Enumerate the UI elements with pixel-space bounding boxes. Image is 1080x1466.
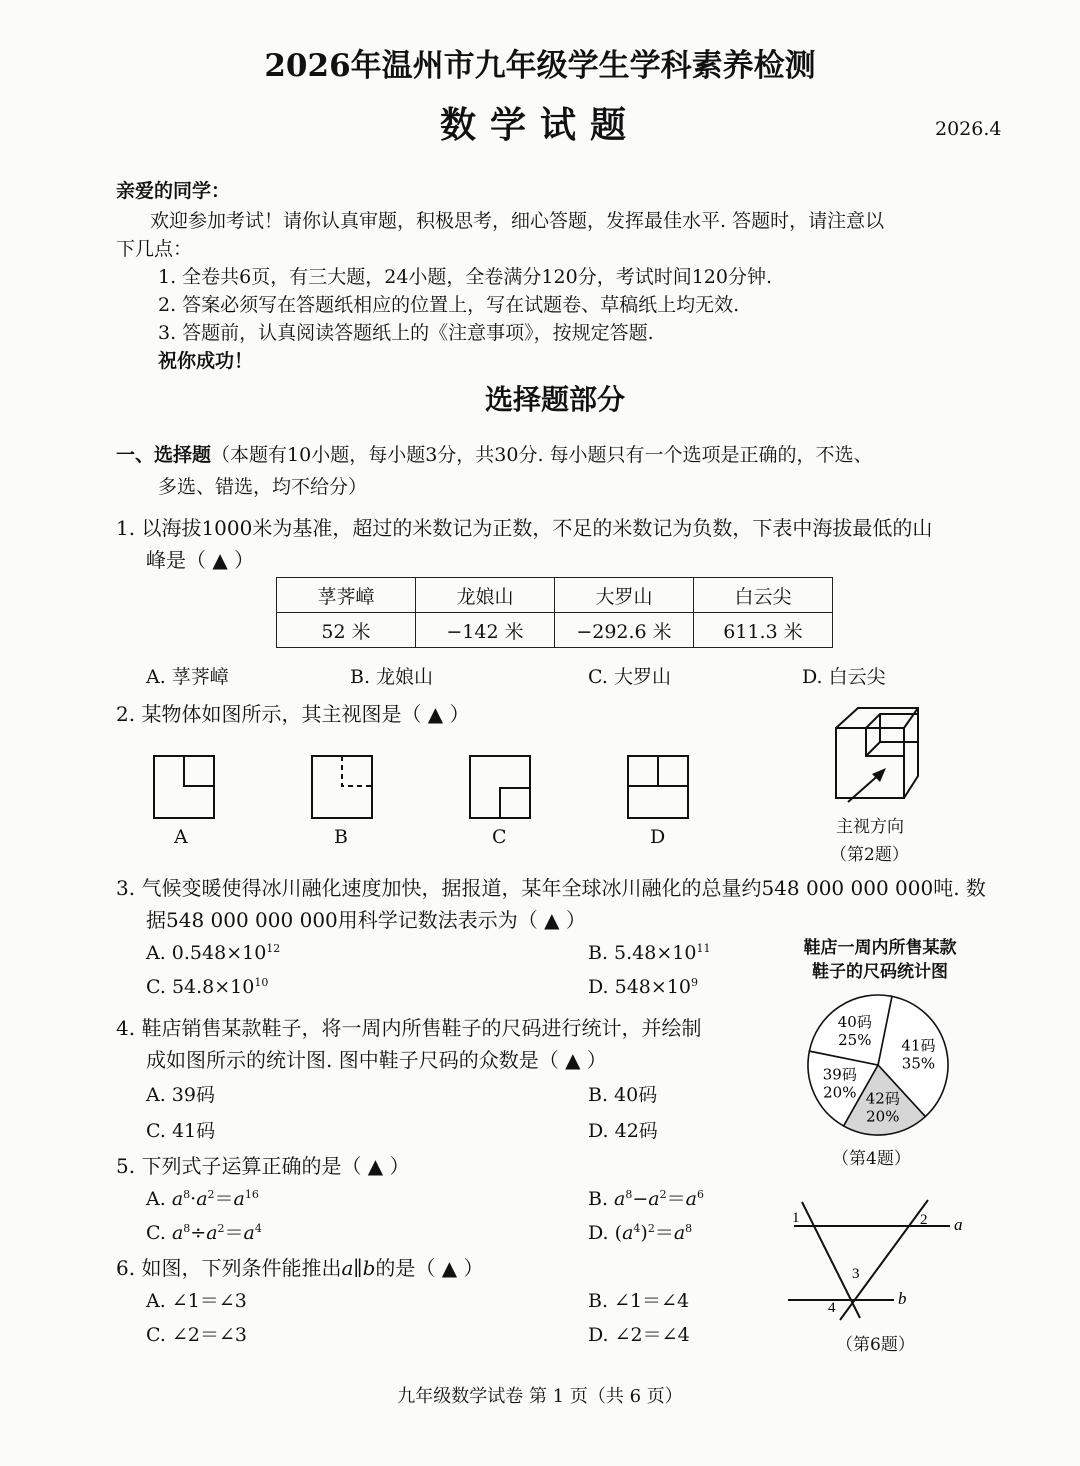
table-cell: 大罗山: [555, 578, 694, 613]
pie-slice-percent: 25%: [838, 1030, 872, 1049]
q3-option-a-base: A. 0.548×10: [146, 942, 267, 964]
q4-option-d: D. 42码: [588, 1120, 658, 1142]
q3-option-b-base: B. 5.48×10: [588, 942, 697, 964]
q5-option-b: B. $a^8-a^2=a^6$: [588, 1188, 704, 1210]
part-1-heading: [116, 440, 873, 467]
page-footer: 九年级数学试卷 第 1 页（共 6 页）: [397, 1386, 683, 1407]
q6-option-a: A. ∠1＝∠3: [146, 1290, 247, 1312]
intro-line-2: 下几点：: [116, 238, 193, 260]
pie-title-line-2: 鞋子的尺码统计图: [812, 962, 948, 982]
rule-3: 3. 答题前，认真阅读答题纸上的《注意事项》，按规定答题.: [158, 322, 654, 344]
q2-view-a: [154, 756, 214, 818]
q2-label-c: C: [492, 826, 507, 848]
intro-line-1: 欢迎参加考试！请你认真审题，积极思考，细心答题，发挥最佳水平. 答题时，请注意以: [150, 210, 885, 232]
section-title: 选择题部分: [484, 383, 625, 416]
part-1-label: 一、选择题: [116, 444, 212, 466]
q3-option-a-exp: 12: [266, 942, 281, 955]
q6-option-b: B. ∠1＝∠4: [588, 1290, 690, 1312]
q1-option-b: B. 龙娘山: [350, 666, 434, 688]
q3-option-d-base: D. 548×10: [588, 976, 691, 998]
q3-stem-2: 据548 000 000 000用科学记数法表示为（ ▲ ）: [146, 908, 586, 932]
q2-label-a: A: [174, 826, 188, 848]
part-1-desc-2: 多选、错选，均不给分）: [158, 476, 368, 498]
q6-stem-post: 的是（ ▲ ）: [375, 1256, 484, 1280]
q3-option-a: [146, 942, 280, 964]
q6-figure-caption: （第6题）: [836, 1335, 915, 1355]
q5-stem: 5. 下列式子运算正确的是（ ▲ ）: [116, 1154, 410, 1178]
q2-label-d: D: [650, 826, 666, 848]
table-cell: 龙娘山: [416, 578, 555, 613]
q1-stem-1: 1. 以海拔1000米为基准，超过的米数记为正数，不足的米数记为负数，下表中海拔最低的山: [116, 516, 933, 540]
q1-option-c: C. 大罗山: [588, 666, 671, 688]
q5-option-d: D. $(a^4)^2=a^8$: [588, 1222, 693, 1244]
table-cell: −292.6 米: [555, 613, 694, 648]
q3-option-d: [588, 976, 698, 998]
q2-label-b: B: [334, 826, 348, 848]
pie-slice-label: 39码: [822, 1065, 857, 1084]
q4-option-b: B. 40码: [588, 1084, 658, 1106]
q5-option-a: A. $a^8\cdot a^2=a^{16}$: [146, 1188, 259, 1210]
q2-solid-figure: [820, 700, 940, 810]
table-cell: 611.3 米: [694, 613, 833, 648]
angle-label-3: 3: [852, 1266, 860, 1282]
q3-stem-1: 3. 气候变暖使得冰川融化速度加快，据报道，某年全球冰川融化的总量约548 000 000 000吨. 数: [116, 876, 986, 900]
pie-chart-title: [770, 936, 990, 984]
table-row: [277, 613, 833, 648]
angle-label-1: 1: [792, 1210, 800, 1226]
q3-option-b-exp: 11: [696, 942, 711, 955]
q4-stem-1: 4. 鞋店销售某款鞋子，将一周内所售鞋子的尺码进行统计，并绘制: [116, 1016, 702, 1040]
q3-option-c-exp: 10: [254, 976, 269, 989]
q3-option-c-base: C. 54.8×10: [146, 976, 255, 998]
q4-stem-2: 成如图所示的统计图. 图中鞋子尺码的众数是（ ▲ ）: [146, 1048, 607, 1072]
table-cell: 莩荠嶂: [277, 578, 416, 613]
q6-option-c: C. ∠2＝∠3: [146, 1324, 247, 1346]
q4-pie-chart: [800, 990, 960, 1140]
greeting: 亲爱的同学：: [116, 180, 231, 202]
q3-option-b: [588, 942, 710, 964]
pie-slice-label: 42码: [865, 1089, 900, 1108]
angle-label-2: 2: [920, 1212, 928, 1228]
table-cell: 白云尖: [694, 578, 833, 613]
table-cell: −142 米: [416, 613, 555, 648]
q6-parallel-lines-figure: [770, 1190, 980, 1330]
q1-option-a: A. 莩荠嶂: [146, 666, 229, 688]
pie-slice-label: 41码: [901, 1036, 936, 1055]
q1-stem-2: 峰是（ ▲ ）: [146, 548, 255, 572]
q1-altitude-table: [276, 577, 833, 648]
q4-figure-caption: （第4题）: [832, 1149, 911, 1169]
transversal-2: [840, 1200, 928, 1320]
q4-option-a: A. 39码: [146, 1084, 215, 1106]
q6-stem-pre: 6. 如图，下列条件能推出: [116, 1256, 342, 1280]
q2-view-direction: 主视方向: [836, 817, 904, 837]
q4-option-c: C. 41码: [146, 1120, 216, 1142]
q2-view-b: [312, 756, 372, 818]
q2-view-c: [470, 756, 530, 818]
rule-1: 1. 全卷共6页，有三大题，24小题，全卷满分120分，考试时间120分钟.: [158, 266, 773, 288]
paper-subtitle: 数学试题: [439, 104, 640, 146]
exam-title: 2026年温州市九年级学生学科素养检测: [264, 48, 816, 84]
q3-option-c: [146, 976, 268, 998]
pie-slice-percent: 35%: [901, 1054, 936, 1073]
q2-view-options: [150, 750, 710, 860]
q5-option-c: C. $a^8\div a^2=a^4$: [146, 1222, 262, 1244]
part-1-desc: （本题有10小题，每小题3分，共30分. 每小题只有一个选项是正确的，不选、: [211, 444, 873, 466]
q1-option-d: D. 白云尖: [802, 666, 886, 688]
q6-parallel-expr: a∥b: [341, 1256, 376, 1280]
pie-slice-percent: 20%: [866, 1107, 900, 1126]
q6-stem: [116, 1252, 484, 1281]
q6-option-d: D. ∠2＝∠4: [588, 1324, 690, 1346]
table-row: [277, 578, 833, 613]
rule-2: 2. 答案必须写在答题纸相应的位置上，写在试题卷、草稿纸上均无效.: [158, 294, 740, 316]
line-a-label: a: [954, 1215, 963, 1234]
line-b-label: b: [898, 1289, 907, 1308]
q3-option-d-exp: 9: [691, 976, 698, 989]
table-cell: 52 米: [277, 613, 416, 648]
pie-slice-label: 40码: [837, 1012, 872, 1031]
q2-view-d: [628, 756, 688, 818]
q2-stem: 2. 某物体如图所示，其主视图是（ ▲ ）: [116, 702, 470, 726]
exam-date: 2026.4: [935, 118, 1002, 140]
wish: 祝你成功！: [158, 350, 254, 372]
pie-slice-percent: 20%: [823, 1083, 857, 1102]
pie-title-line-1: 鞋店一周内所售某款: [803, 938, 957, 958]
q2-figure-caption: （第2题）: [830, 845, 909, 865]
angle-label-4: 4: [828, 1300, 836, 1316]
